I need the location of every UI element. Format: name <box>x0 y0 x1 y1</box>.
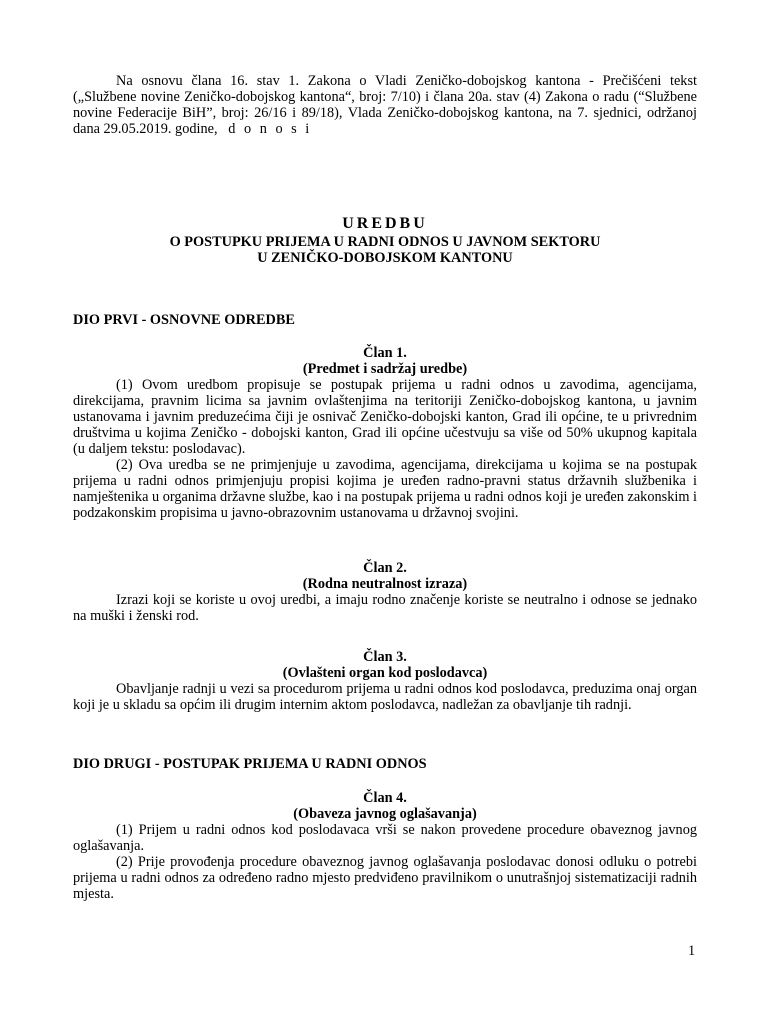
document-title <box>73 216 697 266</box>
preamble-body: Na osnovu člana 16. stav 1. Zakona o Vladi Zeničko-dobojskog kantona - Prečišćeni tekst („Službene novine Zeničko-dobojskog kantona“, broj: 7/10) i člana 20a. stav (4) Zakona o radu (“Službene novine Federacije BiH”, broj: 26/16 i 89/18), Vlada Zeničko-dobojskog kantona, na 7. sjednici, održanoj dana 29.05.2019. godine, <box>73 73 697 137</box>
article-title: (Rodna neutralnost izraza) <box>302 576 468 592</box>
title-line-2: U ZENIČKO-DOBOJSKOM KANTONU <box>257 250 513 266</box>
article-2 <box>73 560 697 624</box>
page-number: 1 <box>688 943 696 959</box>
article-3 <box>73 649 697 713</box>
article-number: Član 1. <box>363 345 407 361</box>
title-line-1: O POSTUPKU PRIJEMA U RADNI ODNOS U JAVNOM SEKTORU <box>169 234 601 250</box>
preamble-suffix: d o n o s i <box>228 121 312 137</box>
preamble <box>73 73 697 137</box>
article-paragraph: (1) Ovom uredbom propisuje se postupak prijema u radni odnos u zavodima, agencijama, direkcijama, pravnim licima sa javnim ovlaštenjima na teritoriji Zeničko-dobojskog kantona, u javnim ustanovama i javnim preduzećima čiji je osnivač Zeničko-dobojski kanton, Grad ili općine, te u privrednim društvima u kojima Zeničko - dobojski kanton, Grad ili općine učestvuju sa više od 50% ukupnog kapitala (u daljem tekstu: poslodavac). <box>73 377 697 457</box>
article-title: (Obaveza javnog oglašavanja) <box>293 806 477 822</box>
article-4 <box>73 790 697 902</box>
article-paragraph: Obavljanje radnji u vezi sa procedurom prijema u radni odnos kod poslodavca, preduzima onaj organ koji je u skladu sa općim ili drugim internim aktom poslodavca, nadležan za obavljanje tih radnji. <box>73 681 697 713</box>
article-paragraph: (2) Prije provođenja procedure obaveznog javnog oglašavanja poslodavac donosi odluku o potrebi prijema u radni odnos za određeno radno mjesto predviđeno pravilnikom o unutrašnjoj sistematizaciji radnih mjesta. <box>73 854 697 902</box>
article-number: Član 4. <box>363 790 407 806</box>
article-paragraph: Izrazi koji se koriste u ovoj uredbi, a imaju rodno značenje koriste se neutralno i odnose se jednako na muški i ženski rod. <box>73 592 697 624</box>
article-paragraph: (1) Prijem u radni odnos kod poslodavaca vrši se nakon provedene procedure obaveznog javnog oglašavanja. <box>73 822 697 854</box>
article-title: (Predmet i sadržaj uredbe) <box>302 361 468 377</box>
title-main: UREDBU <box>342 215 428 232</box>
article-paragraph: (2) Ova uredba se ne primjenjuje u zavodima, agencijama, direkcijama u kojima se na postupak prijema u radni odnos primjenjuju propisi kojima je uređen radno-pravni status državnih službenika i namještenika u organima državne službe, kao i na postupak prijema u radni odnos koji je uređen zakonskim i podzakonskim propisima u javno-obrazovnim ustanovama u državnoj svojini. <box>73 457 697 521</box>
preamble-text <box>73 73 697 137</box>
article-1 <box>73 345 697 521</box>
part-heading-1: DIO PRVI - OSNOVNE ODREDBE <box>73 312 295 328</box>
article-number: Član 3. <box>363 649 407 665</box>
part-heading-2: DIO DRUGI - POSTUPAK PRIJEMA U RADNI ODNOS <box>73 756 427 772</box>
article-title: (Ovlašteni organ kod poslodavca) <box>282 665 488 681</box>
article-number: Član 2. <box>363 560 407 576</box>
